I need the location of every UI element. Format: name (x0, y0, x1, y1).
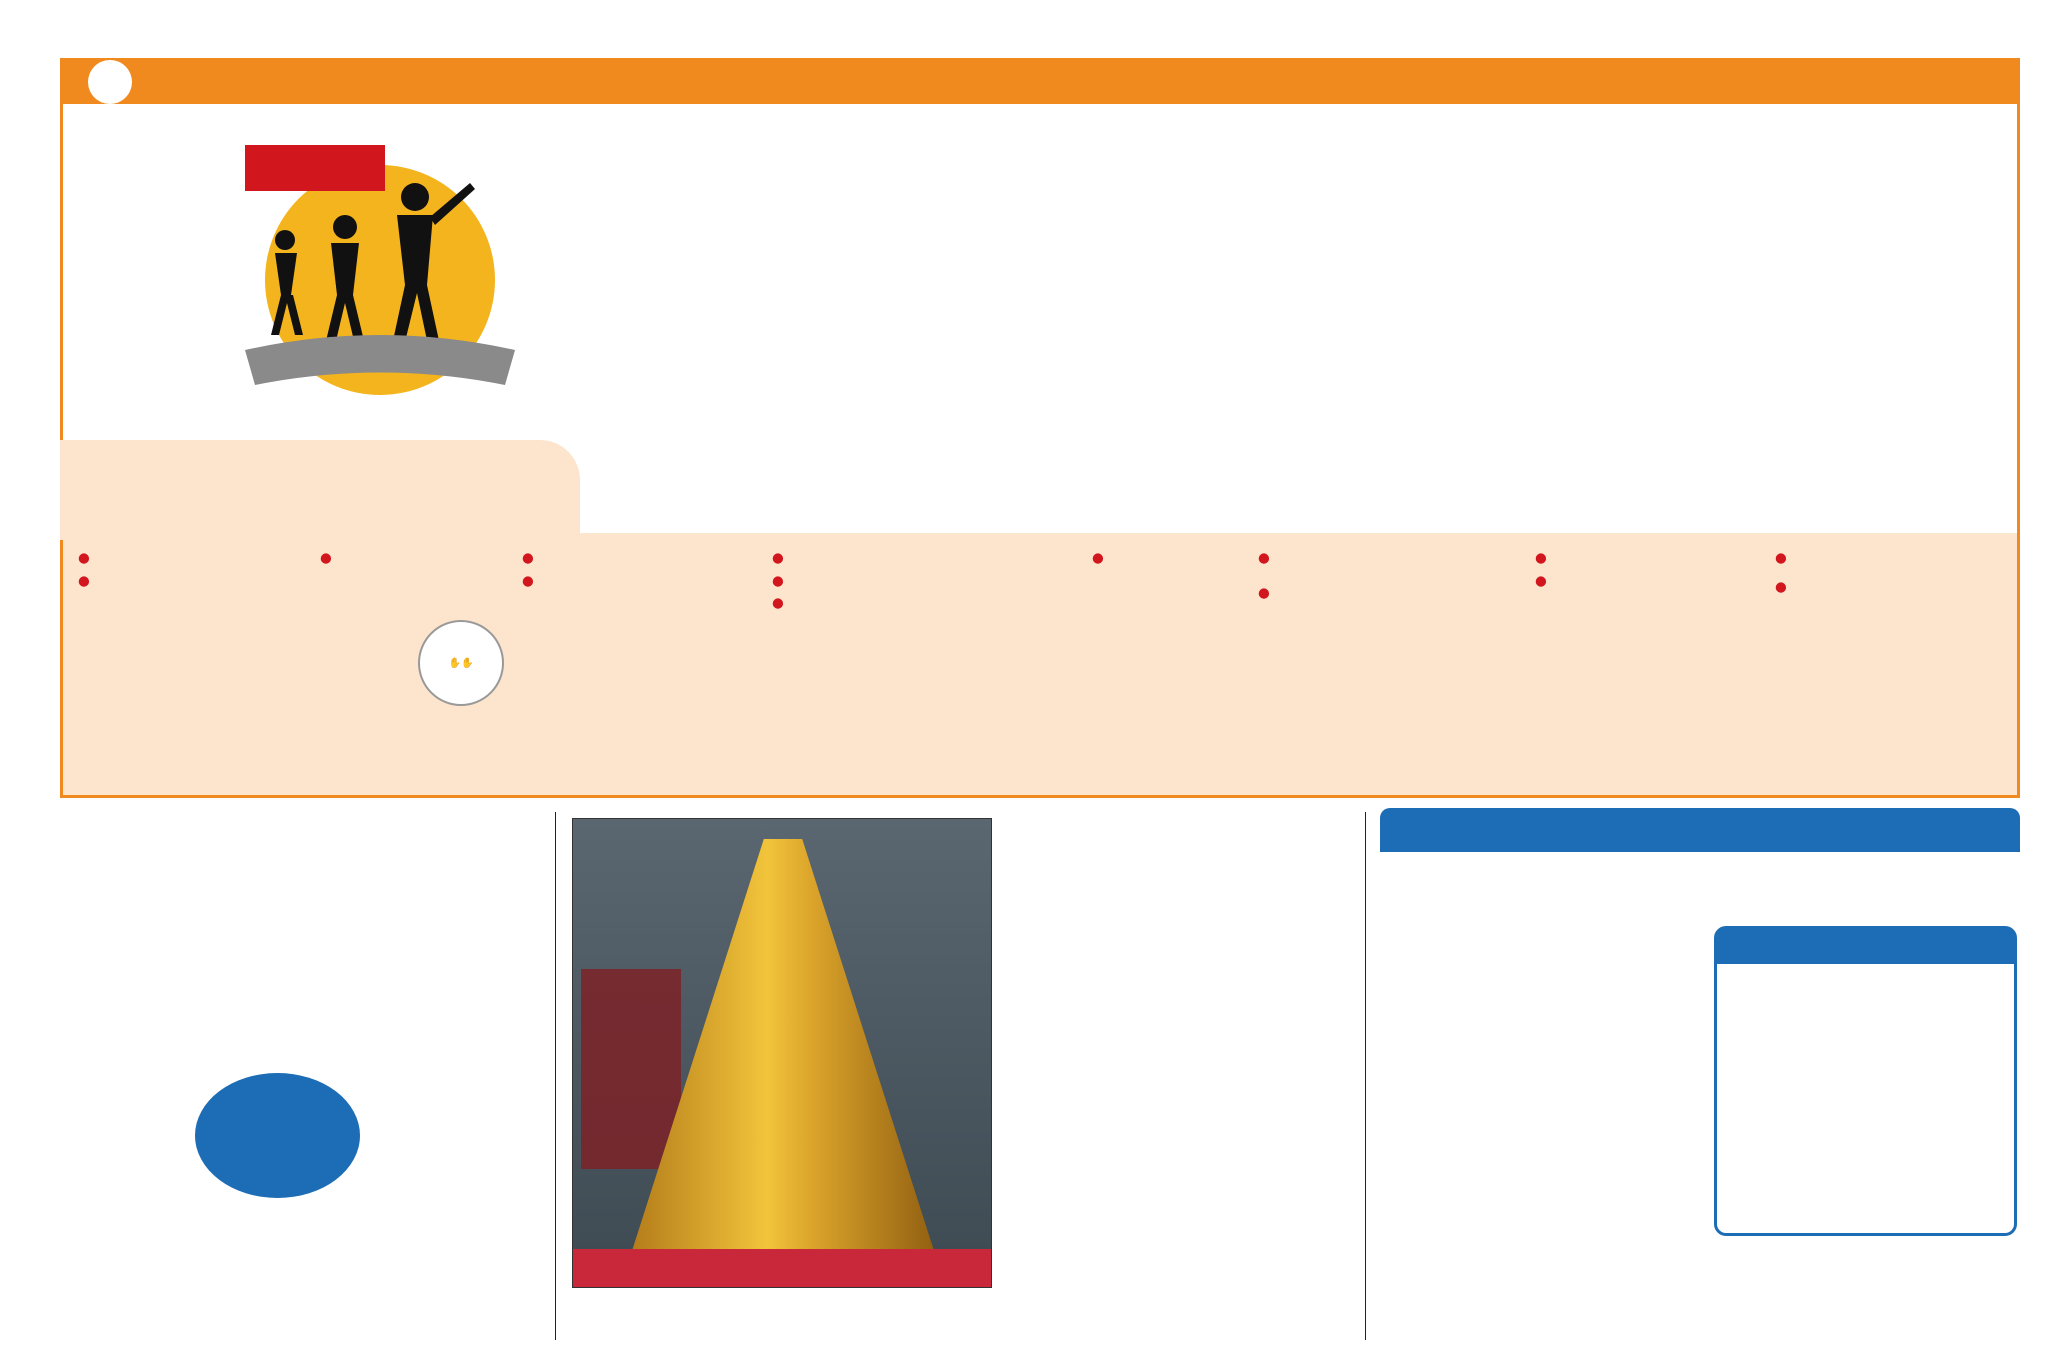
activities-title (1717, 928, 2014, 964)
dusib-col1 (62, 990, 292, 992)
dharm-karm-bar (1380, 808, 2020, 852)
column-divider (555, 812, 556, 1340)
column-divider (1365, 812, 1366, 1340)
help-a-star-logo (225, 135, 535, 435)
center-west-delhi: ● ● ● (772, 550, 784, 611)
center-east-delhi: ● (320, 550, 332, 566)
dharm-body (1385, 922, 1703, 926)
center-faridabad: ● ● (1775, 550, 1787, 595)
center-south-delhi: ● (1092, 550, 1104, 566)
center-greater-noida: ● ● (1258, 550, 1270, 601)
page-header-bar (60, 58, 2020, 104)
activities-box (1714, 926, 2017, 1236)
center-central-delhi: ● ● (78, 550, 90, 589)
hands-emblem-icon: ✋✋ (418, 620, 504, 706)
page-number (88, 60, 132, 104)
center-ghaziabad: ● ● (1535, 550, 1547, 589)
cheque-box (60, 440, 580, 540)
center-north-delhi: ● ● (522, 550, 534, 589)
ganesh-laddu-photo (572, 818, 992, 1288)
dusib-pullquote (195, 1073, 360, 1198)
dharm-body-lower (1385, 1192, 1703, 1194)
